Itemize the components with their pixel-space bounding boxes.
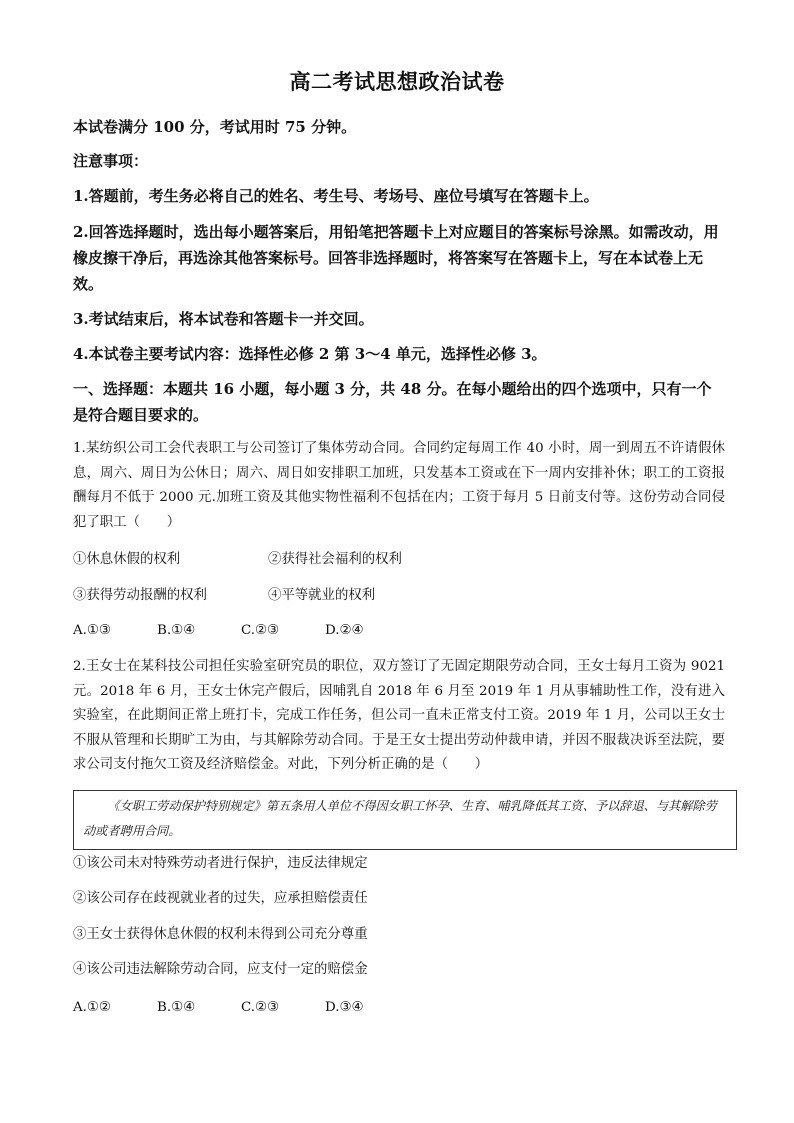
- question-2-choice-c: C.②③: [241, 1000, 280, 1015]
- notice-item-1: 1.答题前，考生务必将自己的姓名、考生号、考场号、座位号填写在答题卡上。: [73, 187, 599, 205]
- question-1-option-2: ②获得社会福利的权利: [268, 552, 402, 567]
- question-2-stem: 2.王女士在某科技公司担任实验室研究员的职位，双方签订了无固定期限劳动合同，王女士每月工资为 9021 元。2018 年 6 月，王女士休完产假后，因哺乳自 2018 年 6 月至 2019 年 1 月从事辅助性工作，没有进入实验室，在此期间正常上班打卡，完成工作任务，但公司一直未正常支付工资。2019 年 1 月，公司以王女士不服从管理和长期旷工为由，与其解除劳动合同。于是王女士提出劳动仲裁申请，并因不服裁决诉至法院，要求公司支付拖欠工资及经济赔偿金。对此，下列分析正确的是（ ）: [73, 659, 725, 772]
- question-2-option-1: ①该公司未对特殊劳动者进行保护，违反法律规定: [73, 856, 368, 871]
- question-1-choice-d: D.②④: [325, 623, 364, 638]
- notice-heading: 注意事项：: [73, 152, 149, 170]
- question-1-option-3: ③获得劳动报酬的权利: [73, 588, 207, 603]
- question-2-option-3: ③王女士获得休息休假的权利未得到公司充分尊重: [73, 927, 368, 942]
- question-1-stem: 1.某纺织公司工会代表职工与公司签订了集体劳动合同。合同约定每周工作 40 小时，周一到周五不许请假休息，周六、周日为公休日；周六、周日如安排职工加班，只发基本工资或在下一周内安排补休；职工的工资报酬每月不低于 2000 元.加班工资及其他实物性福利不包括在内；工资于每月 5 日前支付等。这份劳动合同侵犯了职工（ ）: [73, 441, 725, 530]
- notice-item-3: 3.考试结束后，将本试卷和答题卡一并交回。: [73, 310, 374, 328]
- material-text: 《女职工劳动保护特别规定》第五条用人单位不得因女职工怀孕、生育、哺乳降低其工资、予以辞退、与其解除劳动或者聘用合同。: [83, 799, 717, 838]
- page-title: 高二考试思想政治试卷: [289, 69, 505, 94]
- question-1-choice-a: A.①③: [73, 623, 111, 638]
- section-heading: 一、选择题：本题共 16 小题，每小题 3 分，共 48 分。在每小题给出的四个选项中，只有一个是符合题目要求的。: [73, 380, 712, 424]
- question-1-choices: [73, 618, 409, 643]
- material-box: [73, 790, 737, 850]
- question-2-choice-d: D.③④: [325, 1000, 364, 1015]
- exam-intro: 本试卷满分 100 分，考试用时 75 分钟。: [73, 118, 357, 136]
- question-2-choices: [73, 995, 409, 1020]
- question-2-option-4: ④该公司违法解除劳动合同，应支付一定的赔偿金: [73, 962, 368, 977]
- question-2-choice-a: A.①②: [73, 1000, 111, 1015]
- notice-item-4: 4.本试卷主要考试内容：选择性必修 2 第 3～4 单元，选择性必修 3。: [73, 345, 547, 363]
- question-1-choice-b: B.①④: [157, 623, 196, 638]
- question-2-choice-b: B.①④: [157, 1000, 196, 1015]
- notice-item-2: 2.回答选择题时，选出每小题答案后，用铅笔把答题卡上对应题目的答案标号涂黑。如需改动，用橡皮擦干净后，再选涂其他答案标号。回答非选择题时，将答案写在答题卡上，写在本试卷上无效。: [73, 223, 719, 293]
- question-2-option-2: ②该公司存在歧视就业者的过失，应承担赔偿责任: [73, 891, 368, 906]
- question-1-option-4: ④平等就业的权利: [268, 588, 376, 603]
- question-1-option-1: ①休息休假的权利: [73, 552, 181, 567]
- question-1-choice-c: C.②③: [241, 623, 280, 638]
